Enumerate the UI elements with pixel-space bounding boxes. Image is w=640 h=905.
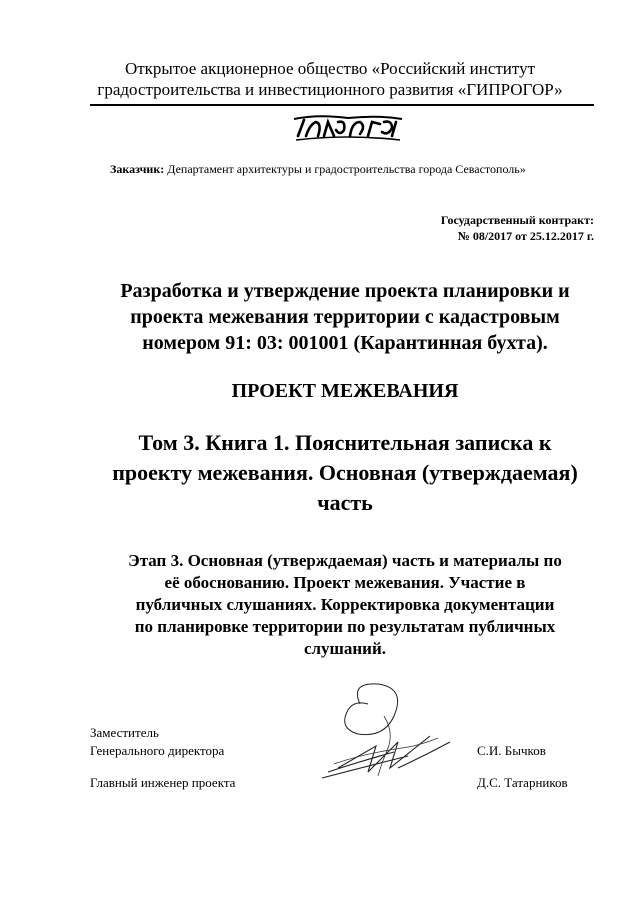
document-title xyxy=(60,278,630,356)
deputy-title-line-2: Генерального директора xyxy=(90,743,225,758)
giprogor-logo xyxy=(288,110,408,146)
title-line-1: Разработка и утверждение проекта планировки и xyxy=(120,280,570,302)
stage-line-2: её обоснованию. Проект межевания. Участие в xyxy=(164,573,526,592)
stage-line-1: Этап 3. Основная (утверждаемая) часть и материалы по xyxy=(128,551,562,570)
volume-line-1: Том 3. Книга 1. Пояснительная записка к xyxy=(138,430,552,455)
customer-value: Департамент архитектуры и градостроительства города Севастополь» xyxy=(167,162,526,176)
contract-number: № 08/2017 от 25.12.2017 г. xyxy=(457,229,594,243)
volume-line-2: проекту межевания. Основная (утверждаемая) xyxy=(112,460,578,485)
deputy-title xyxy=(90,724,224,760)
header-rule xyxy=(90,104,594,106)
stage-line-4: по планировке территории по результатам публичных xyxy=(134,617,556,636)
volume-line-3: часть xyxy=(317,490,373,515)
title-line-3: номером 91: 03: 001001 (Карантинная бухта). xyxy=(142,332,548,354)
contract-info xyxy=(294,212,594,244)
stage-line-3: публичных слушаниях. Корректировка документации xyxy=(135,595,555,614)
stage-line-5: слушаний. xyxy=(303,639,387,658)
chief-engineer-name: Д.С. Татарников xyxy=(477,775,568,790)
customer-line xyxy=(110,162,600,177)
org-line-2: градостроительства и инвестиционного развития «ГИПРОГОР» xyxy=(97,80,563,99)
chief-engineer-title: Главный инженер проекта xyxy=(90,775,236,790)
organization-header xyxy=(70,58,590,100)
handwritten-signature xyxy=(298,676,468,796)
customer-label: Заказчик: xyxy=(110,162,165,176)
deputy-name: С.И. Бычков xyxy=(477,743,546,758)
volume-title xyxy=(60,428,630,518)
deputy-title-line-1: Заместитель xyxy=(90,725,159,740)
section-heading: ПРОЕКТ МЕЖЕВАНИЯ xyxy=(231,380,459,402)
org-line-1: Открытое акционерное общество «Российский институт xyxy=(124,59,536,78)
contract-label: Государственный контракт: xyxy=(440,213,594,227)
title-line-2: проекта межевания территории с кадастровым xyxy=(130,306,560,328)
stage-description xyxy=(60,550,630,660)
